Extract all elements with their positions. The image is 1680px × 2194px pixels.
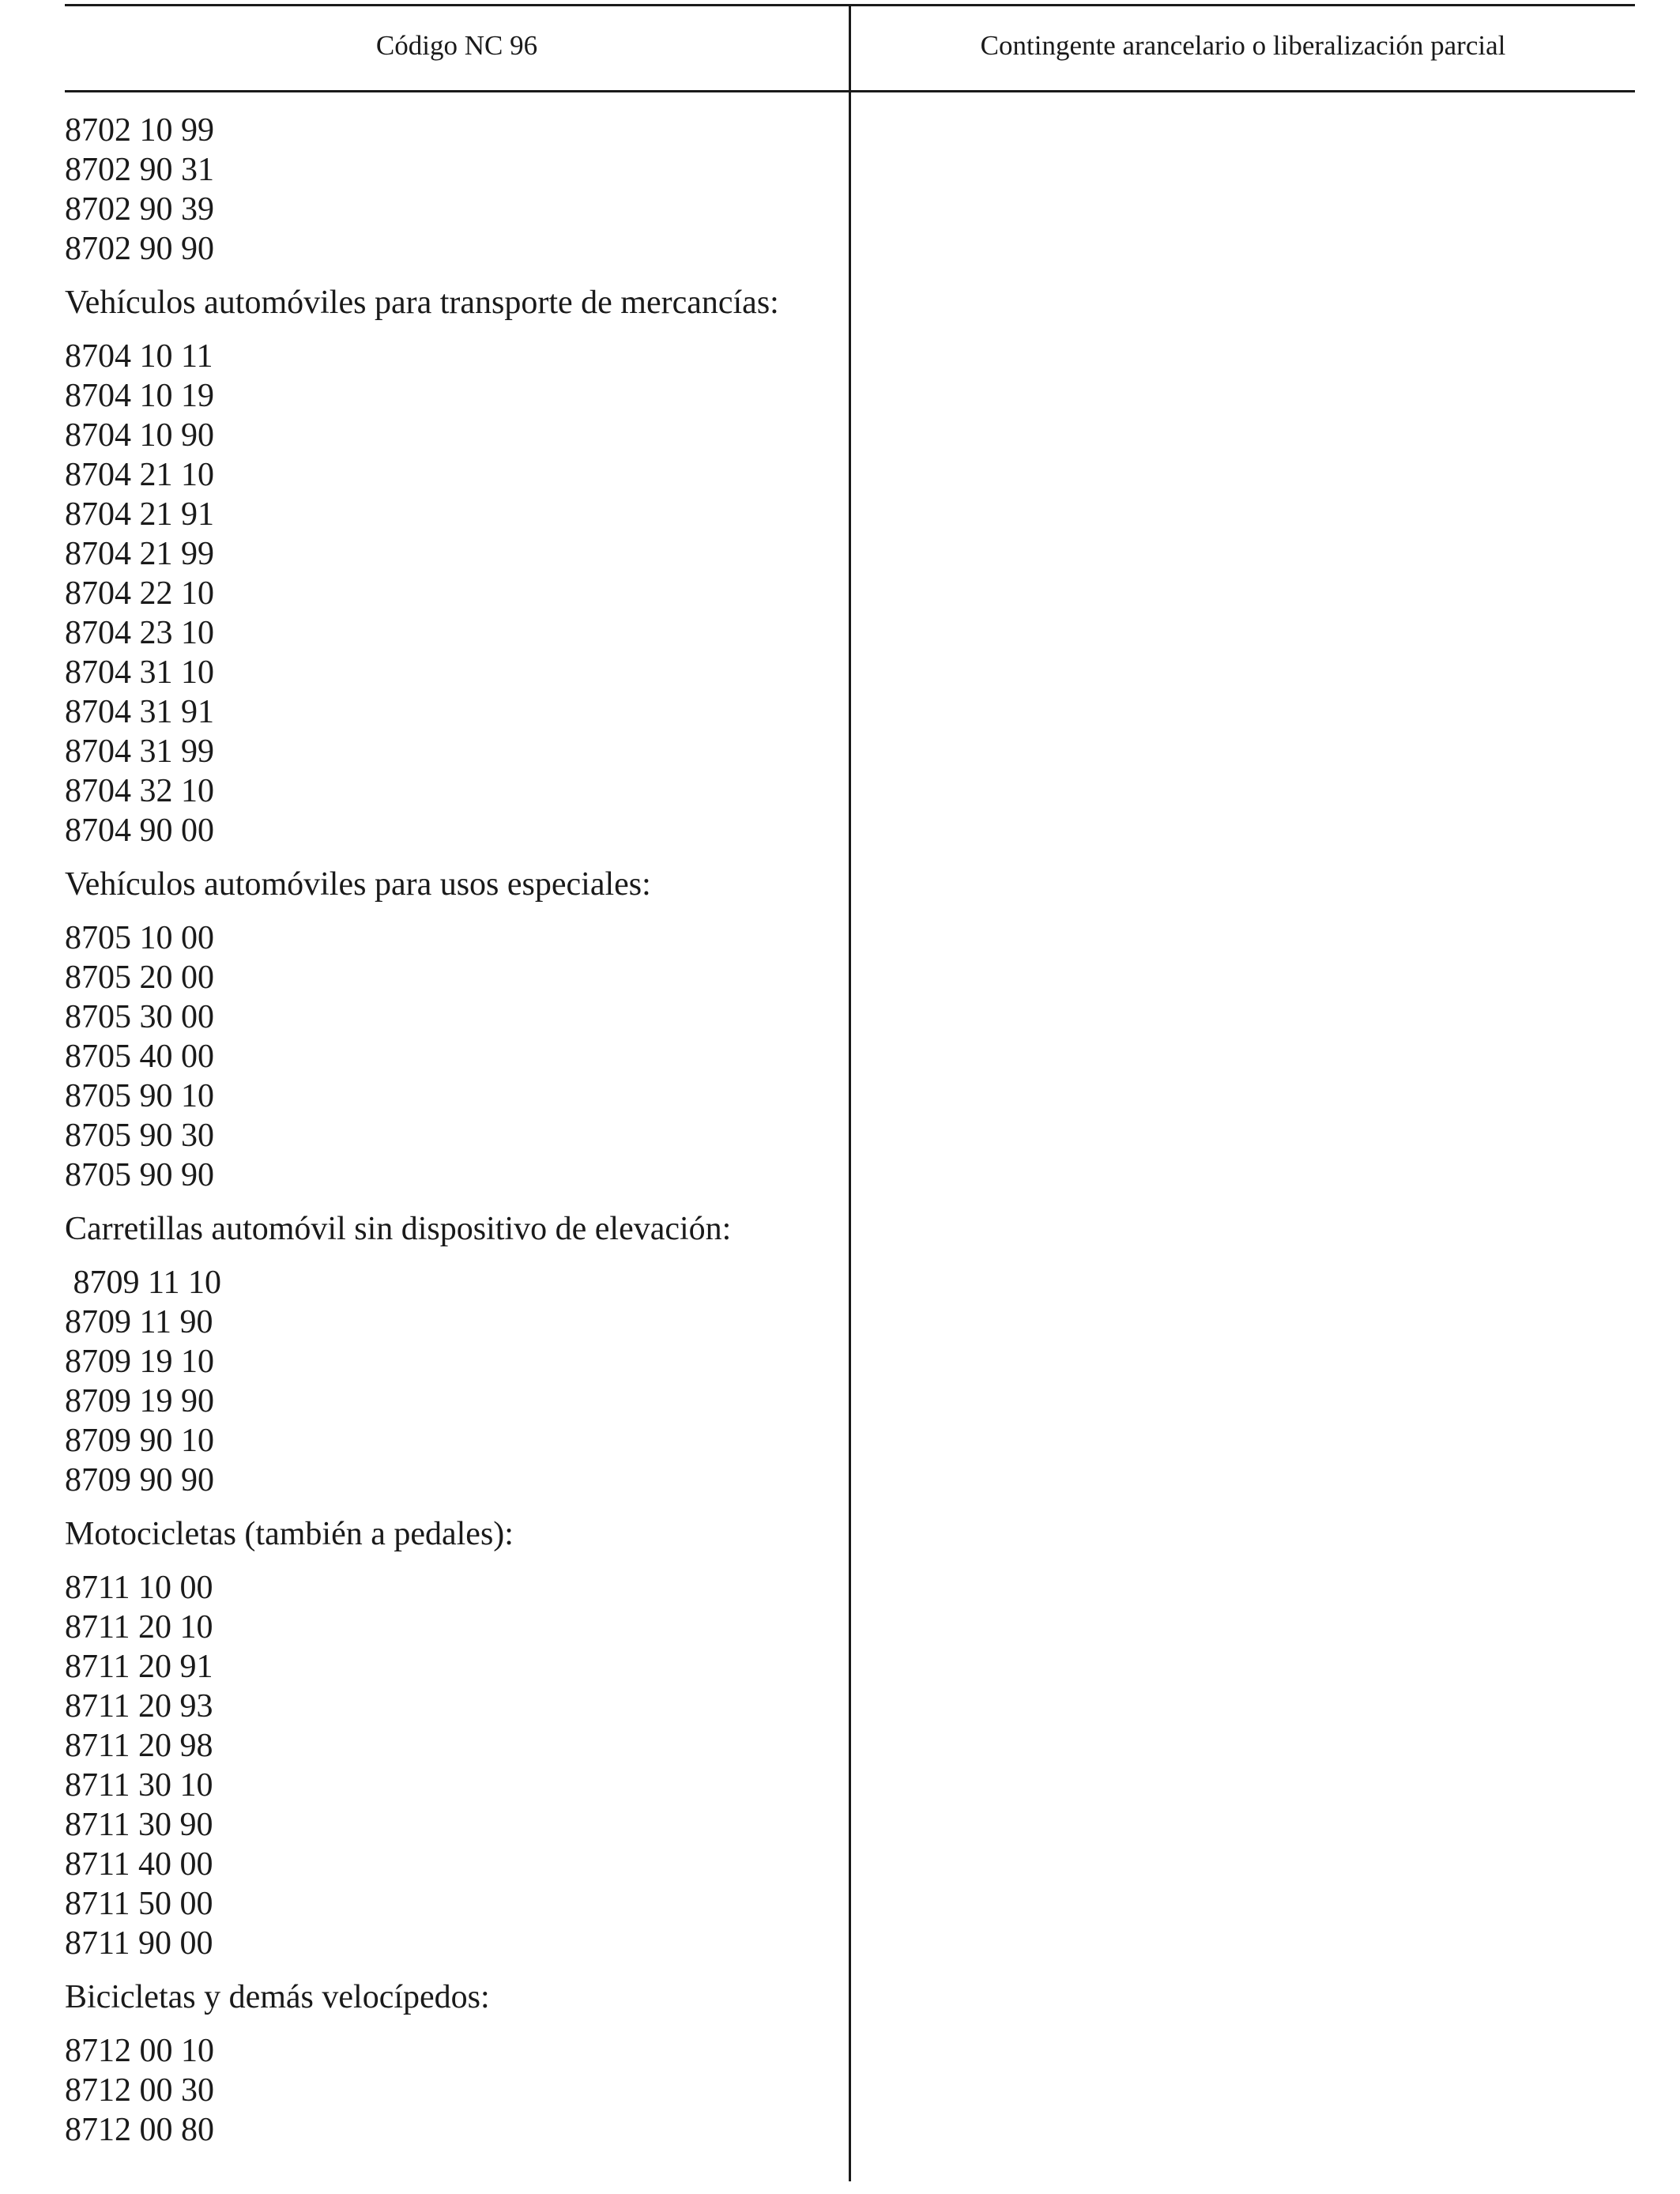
- group-heading: Vehículos automóviles para usos especiales:: [65, 866, 651, 903]
- nc-code: 8711 20 98: [65, 1728, 213, 1764]
- nc-code: 8705 90 90: [65, 1157, 214, 1193]
- nc-code: 8711 30 10: [65, 1767, 213, 1804]
- nc-code: 8709 11 10: [65, 1265, 221, 1301]
- nc-code: 8702 10 99: [65, 112, 214, 149]
- nc-code: 8709 90 90: [65, 1462, 214, 1498]
- nc-code: 8705 20 00: [65, 959, 214, 996]
- nc-code: 8704 21 10: [65, 457, 214, 493]
- nc-code: 8709 19 90: [65, 1383, 214, 1419]
- nc-code: 8709 19 10: [65, 1344, 214, 1380]
- group-heading: Bicicletas y demás velocípedos:: [65, 1979, 490, 2015]
- nc-code: 8704 90 00: [65, 812, 214, 849]
- code-group: [65, 283, 843, 850]
- nc-code: 8712 00 10: [65, 2033, 214, 2069]
- nc-code: 8709 11 90: [65, 1304, 213, 1340]
- nc-code: 8704 22 10: [65, 575, 214, 612]
- nc-code: 8711 40 00: [65, 1846, 213, 1883]
- nc-code: 8705 90 10: [65, 1078, 214, 1114]
- code-group: [65, 111, 843, 269]
- group-heading: Carretillas automóvil sin dispositivo de elevación:: [65, 1211, 732, 1247]
- nc-code: 8704 21 99: [65, 536, 214, 572]
- code-group: [65, 1977, 843, 2150]
- code-group: [65, 865, 843, 1195]
- nc-code: 8702 90 31: [65, 152, 214, 188]
- nc-code: 8711 30 90: [65, 1807, 213, 1843]
- nc-code: 8704 21 91: [65, 496, 214, 533]
- nc-code: 8704 31 91: [65, 694, 214, 730]
- nc-code: 8711 20 10: [65, 1609, 213, 1646]
- nc-code: 8711 20 91: [65, 1649, 213, 1685]
- nc-code: 8704 32 10: [65, 773, 214, 809]
- code-group: [65, 1514, 843, 1963]
- nc-code: 8704 31 99: [65, 733, 214, 770]
- nc-code: 8702 90 39: [65, 191, 214, 228]
- nc-code: 8709 90 10: [65, 1423, 214, 1459]
- nc-code: 8704 10 19: [65, 378, 214, 414]
- nc-code: 8704 10 11: [65, 338, 213, 375]
- nc-code: 8704 23 10: [65, 615, 214, 651]
- column-divider: [849, 5, 851, 2181]
- nc-code: 8704 10 90: [65, 417, 214, 454]
- nc-code: 8711 10 00: [65, 1570, 213, 1606]
- nc-code: 8712 00 80: [65, 2112, 214, 2148]
- code-column: [65, 111, 843, 2150]
- nc-code: 8705 30 00: [65, 999, 214, 1035]
- code-group: [65, 1209, 843, 1500]
- nc-code: 8704 31 10: [65, 654, 214, 691]
- nc-code: 8705 90 30: [65, 1118, 214, 1154]
- nc-code: 8705 10 00: [65, 920, 214, 956]
- nc-code: 8712 00 30: [65, 2072, 214, 2109]
- group-heading: Motocicletas (también a pedales):: [65, 1516, 514, 1552]
- nc-code: 8711 90 00: [65, 1925, 213, 1962]
- nc-code: 8705 40 00: [65, 1039, 214, 1075]
- nc-code: 8711 50 00: [65, 1886, 213, 1922]
- header-code-column: Código NC 96: [375, 30, 538, 61]
- nc-code: 8711 20 93: [65, 1688, 213, 1725]
- nc-code: 8702 90 90: [65, 231, 214, 267]
- header-quota-column: Contingente arancelario o liberalización parcial: [980, 30, 1506, 61]
- group-heading: Vehículos automóviles para transporte de mercancías:: [65, 285, 779, 321]
